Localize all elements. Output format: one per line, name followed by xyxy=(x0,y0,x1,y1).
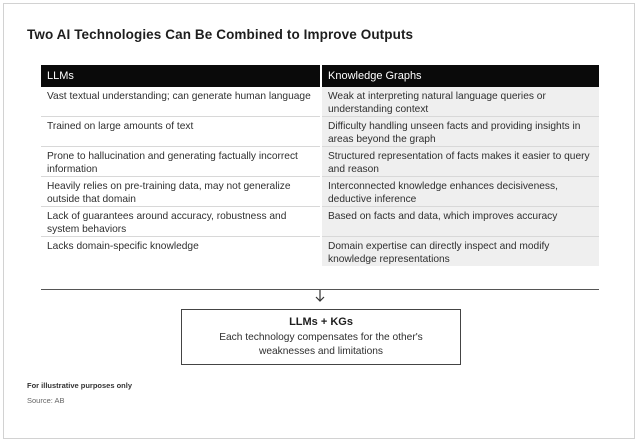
llm-cell: Vast textual understanding; can generate human language xyxy=(41,87,321,117)
result-description: Each technology compensates for the other's weaknesses and limitations xyxy=(219,332,423,357)
comparison-table xyxy=(41,65,599,266)
llm-cell: Lack of guarantees around accuracy, robustness and system behaviors xyxy=(41,207,321,237)
llm-cell: Trained on large amounts of text xyxy=(41,117,321,147)
kg-cell: Domain expertise can directly inspect and modify knowledge representations xyxy=(321,237,599,267)
illustrative-note: For illustrative purposes only xyxy=(27,381,133,390)
llm-cell: Prone to hallucination and generating factually incorrect information xyxy=(41,147,321,177)
kg-cell: Based on facts and data, which improves accuracy xyxy=(321,207,599,237)
llm-cell: Lacks domain-specific knowledge xyxy=(47,241,199,252)
llm-cell: Heavily relies on pre-training data, may not generalize outside that domain xyxy=(41,177,321,207)
kg-cell: Difficulty handling unseen facts and providing insights in areas beyond the graph xyxy=(321,117,599,147)
source-note: Source: AB xyxy=(27,396,65,405)
table-row xyxy=(41,87,599,117)
result-title: LLMs + KGs xyxy=(289,316,353,328)
table-row xyxy=(41,177,599,207)
figure-title: Two AI Technologies Can Be Combined to Improve Outputs xyxy=(27,27,414,42)
arrow-down-icon xyxy=(310,288,330,304)
kg-cell: Weak at interpreting natural language queries or understanding context xyxy=(321,87,599,117)
table-row xyxy=(41,117,599,147)
table-row xyxy=(41,147,599,177)
table-row xyxy=(41,207,599,237)
kg-cell: Structured representation of facts makes it easier to query and reason xyxy=(321,147,599,177)
kg-cell: Interconnected knowledge enhances decisiveness, deductive inference xyxy=(321,177,599,207)
table-header-row xyxy=(41,65,599,87)
column-header-llms: LLMs xyxy=(41,65,321,87)
column-header-knowledge-graphs: Knowledge Graphs xyxy=(321,65,599,87)
combined-result-box xyxy=(181,309,461,365)
table-row xyxy=(41,237,599,267)
